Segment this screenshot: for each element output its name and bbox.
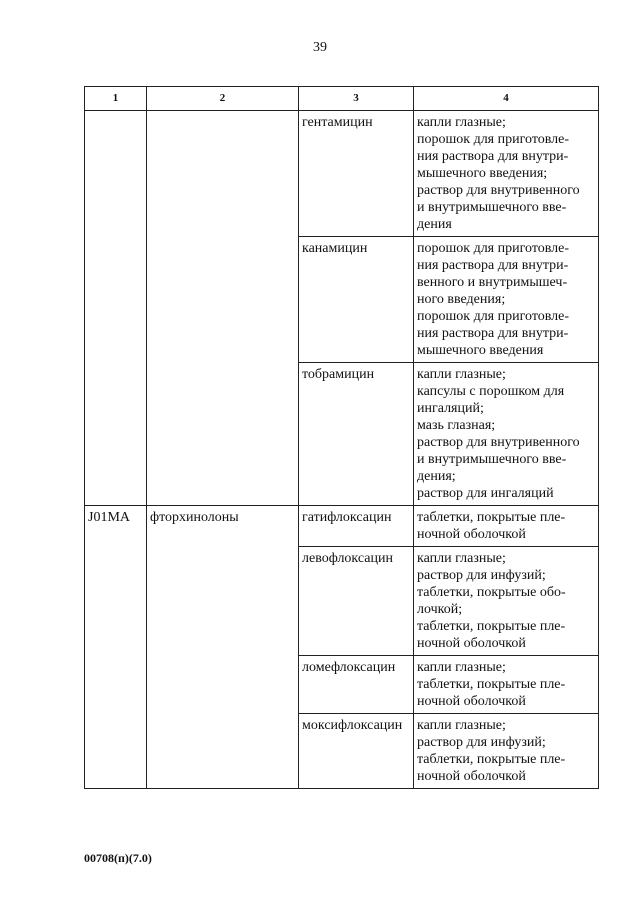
dosage-form-line: дения; (417, 469, 456, 484)
dosage-form-line: порошок для приготовле- (417, 132, 570, 147)
atc-code-cell (85, 111, 147, 506)
document-code: 00708(п)(7.0) (84, 851, 152, 865)
dosage-form-line: капсулы с порошком для (417, 384, 565, 399)
column-header: 1 (85, 87, 147, 111)
dosage-form-line: раствор для ингаляций (417, 486, 554, 501)
atc-code-cell: J01MA (85, 506, 147, 789)
drug-group-cell (147, 111, 299, 506)
dosage-form-line: порошок для приготовле- (417, 309, 570, 324)
dosage-form-line: и внутримышечного вве- (417, 452, 567, 467)
dosage-form-line: ночной оболочкой (417, 769, 526, 784)
column-header: 2 (147, 87, 299, 111)
dosage-forms-cell (414, 656, 599, 714)
drug-name-cell: гентамицин (299, 111, 414, 237)
dosage-forms-cell (414, 363, 599, 506)
drug-name-cell: левофлоксацин (299, 547, 414, 656)
dosage-form-line: капли глазные; (417, 551, 506, 566)
drug-name-cell: моксифлоксацин (299, 714, 414, 789)
dosage-form-line: ния раствора для внутри- (417, 149, 569, 164)
table-row (85, 506, 599, 547)
dosage-forms-cell (414, 714, 599, 789)
dosage-form-line: ночной оболочкой (417, 694, 526, 709)
dosage-form-line: ния раствора для внутри- (417, 258, 569, 273)
drug-table (84, 86, 599, 789)
drug-name-cell: ломефлоксацин (299, 656, 414, 714)
dosage-form-line: лочкой; (417, 602, 463, 617)
dosage-form-line: капли глазные; (417, 718, 506, 733)
dosage-form-line: ния раствора для внутри- (417, 326, 569, 341)
dosage-form-line: дения (417, 217, 452, 232)
dosage-form-line: раствор для внутривенного (417, 435, 580, 450)
dosage-form-line: раствор для инфузий; (417, 735, 546, 750)
dosage-form-line: раствор для инфузий; (417, 568, 546, 583)
dosage-form-line: мышечного введения (417, 343, 544, 358)
drug-name-cell: гатифлоксацин (299, 506, 414, 547)
dosage-forms-cell (414, 111, 599, 237)
dosage-form-line: таблетки, покрытые пле- (417, 677, 566, 692)
drug-name-cell: канамицин (299, 237, 414, 363)
table-header-row (85, 87, 599, 111)
dosage-form-line: мышечного введения; (417, 166, 548, 181)
dosage-form-line: ного введения; (417, 292, 506, 307)
table-row (85, 111, 599, 237)
dosage-form-line: таблетки, покрытые пле- (417, 510, 566, 525)
column-header: 3 (299, 87, 414, 111)
page-number: 39 (313, 40, 327, 55)
dosage-form-line: капли глазные; (417, 367, 506, 382)
dosage-form-line: капли глазные; (417, 660, 506, 675)
dosage-form-line: капли глазные; (417, 115, 506, 130)
dosage-form-line: венного и внутримышеч- (417, 275, 568, 290)
dosage-form-line: раствор для внутривенного (417, 183, 580, 198)
dosage-form-line: таблетки, покрытые обо- (417, 585, 566, 600)
dosage-form-line: ночной оболочкой (417, 527, 526, 542)
drug-group-cell: фторхинолоны (147, 506, 299, 789)
dosage-forms-cell (414, 547, 599, 656)
dosage-forms-cell (414, 237, 599, 363)
dosage-forms-cell (414, 506, 599, 547)
column-header: 4 (414, 87, 599, 111)
dosage-form-line: таблетки, покрытые пле- (417, 752, 566, 767)
drug-name-cell: тобрамицин (299, 363, 414, 506)
dosage-form-line: мазь глазная; (417, 418, 496, 433)
dosage-form-line: и внутримышечного вве- (417, 200, 567, 215)
dosage-form-line: таблетки, покрытые пле- (417, 619, 566, 634)
dosage-form-line: порошок для приготовле- (417, 241, 570, 256)
dosage-form-line: ингаляций; (417, 401, 484, 416)
dosage-form-line: ночной оболочкой (417, 636, 526, 651)
